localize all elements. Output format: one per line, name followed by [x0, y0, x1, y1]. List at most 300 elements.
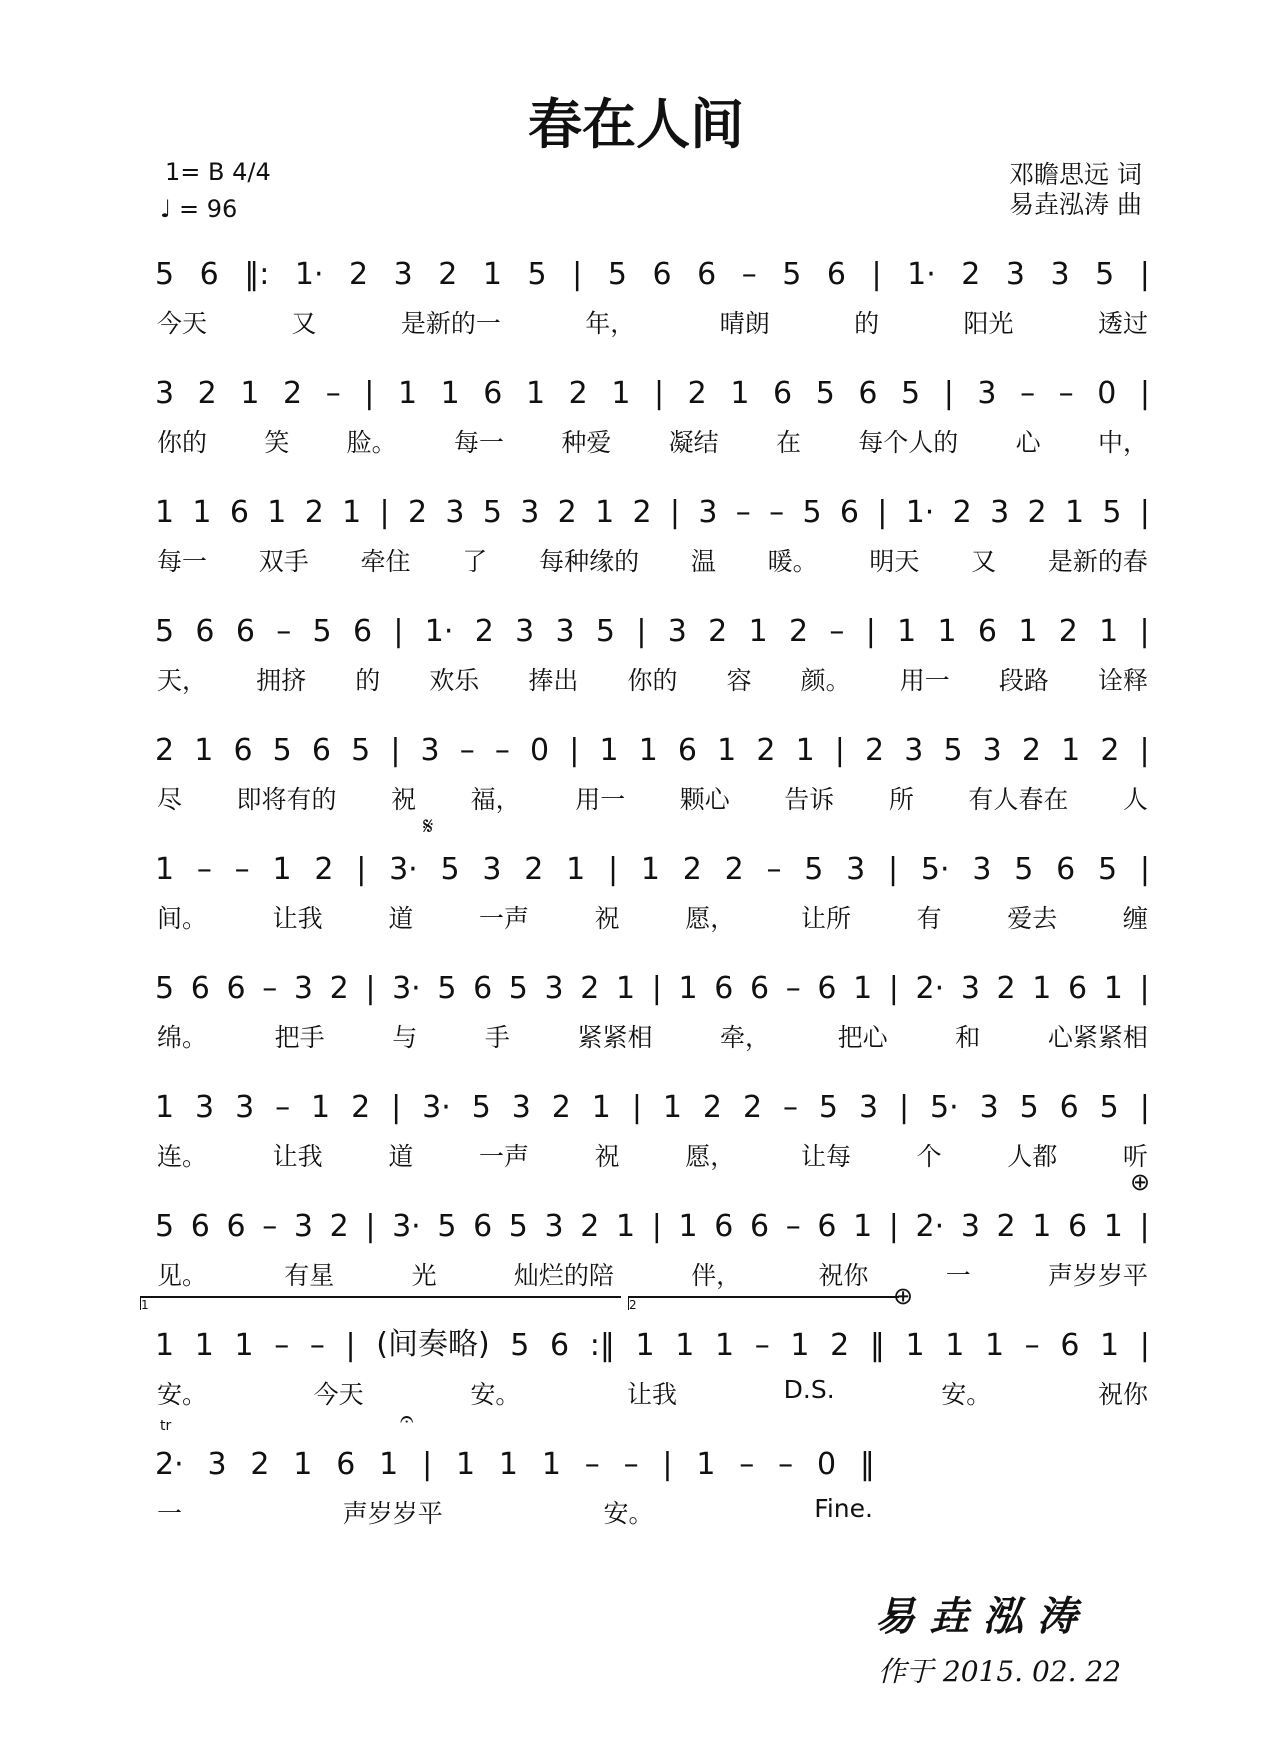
lyric-token: 牵，	[720, 1023, 771, 1052]
note-token: 5	[1102, 495, 1122, 530]
note-token: 1	[616, 1209, 636, 1244]
note-token: 6	[483, 376, 503, 411]
score-row	[155, 252, 1150, 340]
lyric-token: 人都	[1007, 1142, 1058, 1171]
note-token: 1	[717, 733, 737, 768]
lyric-token: 笑	[264, 428, 290, 457]
fermata-icon: 𝄐	[400, 1405, 414, 1433]
note-token: 6	[195, 614, 215, 649]
lyric-token: 有人春在	[968, 785, 1069, 814]
lyric-token: 欢乐	[429, 666, 480, 695]
lyric-token: 安。	[603, 1499, 654, 1528]
note-token: –	[276, 614, 292, 649]
note-token: 6	[473, 971, 493, 1006]
lyrics-line	[155, 899, 1150, 935]
lyric-token: 与	[392, 1023, 418, 1052]
note-token: 6	[858, 376, 878, 411]
composer: 易垚泓涛 曲	[1009, 190, 1142, 219]
note-token: 2·	[155, 1447, 184, 1482]
note-token: 6	[233, 733, 253, 768]
note-token: 1	[293, 1447, 313, 1482]
note-token: 2	[756, 733, 776, 768]
lyric-token: 有	[916, 904, 942, 933]
note-token: 3	[667, 614, 687, 649]
note-token: 3	[972, 852, 992, 887]
note-token: 6	[1056, 852, 1076, 887]
note-token: |	[888, 1209, 899, 1244]
note-token: 2	[551, 1090, 571, 1125]
note-token: 5	[351, 733, 371, 768]
lyric-token: 阳光	[963, 309, 1014, 338]
note-token: 6	[1060, 1328, 1080, 1363]
note-token: 1	[662, 1090, 682, 1125]
note-token: 6	[190, 1209, 210, 1244]
note-token: 1·	[424, 614, 454, 649]
note-token: 3·	[392, 971, 421, 1006]
note-token: 1	[1018, 614, 1038, 649]
note-token: |	[1139, 852, 1150, 887]
note-token: 6	[826, 257, 846, 292]
note-token: –	[274, 1328, 290, 1363]
lyric-token: 手	[484, 1023, 510, 1052]
note-token: |	[865, 614, 876, 649]
note-token: |	[888, 852, 899, 887]
note-token: 5	[1097, 852, 1118, 887]
lyric-token: 你的	[157, 428, 208, 457]
lyric-token: 听	[1122, 1142, 1148, 1171]
note-token: 6	[773, 376, 793, 411]
note-token: 5	[1099, 1090, 1119, 1125]
note-token: 5	[1019, 1090, 1039, 1125]
note-token: 6	[714, 1209, 734, 1244]
note-token: 1·	[905, 495, 935, 530]
lyric-token: 安。	[470, 1380, 521, 1409]
note-token: 3	[482, 852, 502, 887]
note-token: |	[422, 1447, 433, 1482]
note-token: 1	[599, 733, 619, 768]
note-token: 2	[996, 971, 1016, 1006]
note-token: 1	[155, 495, 175, 530]
note-token: 6	[226, 1209, 246, 1244]
lyric-token: 是新的春	[1047, 547, 1148, 576]
volta-2: 2	[628, 1296, 899, 1310]
note-token: 3	[698, 495, 718, 530]
note-token: –	[1058, 376, 1074, 411]
note-token: 3	[393, 257, 413, 292]
lyrics-line	[155, 423, 1150, 459]
note-token: 1	[498, 1447, 519, 1482]
note-token: 1	[525, 376, 546, 411]
notes-line	[155, 1085, 1150, 1125]
note-token: |	[1139, 1328, 1150, 1363]
note-token: 2	[250, 1447, 270, 1482]
notes-line	[155, 609, 1150, 649]
lyric-token: 每一	[157, 547, 208, 576]
note-token: 2·	[915, 1209, 945, 1244]
lyric-token: 安。	[157, 1380, 208, 1409]
note-token: 6	[352, 614, 373, 649]
note-token: 3	[1050, 257, 1070, 292]
note-token: |	[1139, 257, 1150, 292]
note-token: 6	[677, 733, 697, 768]
note-token: –	[785, 971, 801, 1006]
note-token: 3	[445, 495, 465, 530]
note-token: 2	[407, 495, 428, 530]
lyric-token: 在	[775, 428, 801, 457]
score-row	[155, 371, 1150, 459]
note-token: |	[898, 1090, 910, 1125]
note-token: 3	[858, 1090, 879, 1125]
note-token: 2	[351, 1090, 371, 1125]
note-token: |	[1139, 971, 1150, 1006]
note-token: 3	[555, 614, 575, 649]
note-token: 3	[977, 376, 997, 411]
lyric-token: 见。	[157, 1261, 208, 1290]
note-token: 2	[197, 376, 217, 411]
note-token: 6	[229, 495, 249, 530]
note-token: 2	[1100, 733, 1120, 768]
note-token: 2	[961, 257, 981, 292]
note-token: 1	[397, 376, 418, 411]
lyric-token: 脸。	[346, 428, 397, 457]
note-token: 1	[272, 852, 292, 887]
note-token: |	[607, 852, 619, 887]
note-token: 1	[678, 971, 698, 1006]
lyric-token: 间。	[157, 904, 208, 933]
note-token: 1	[155, 852, 175, 887]
note-token: 6	[550, 1328, 570, 1363]
lyric-token: 有星	[284, 1261, 335, 1290]
lyric-token: 让我	[272, 1142, 323, 1171]
note-token: 2	[724, 852, 744, 887]
note-token: 2	[304, 495, 324, 530]
lyric-token: 捧出	[528, 666, 579, 695]
note-token: 1	[566, 852, 586, 887]
note-token: 5	[440, 852, 460, 887]
note-token: 5	[155, 1209, 175, 1244]
note-token: 1	[1103, 971, 1123, 1006]
note-token: 2	[474, 614, 494, 649]
note-token: |	[669, 495, 681, 530]
notes-line	[155, 847, 1150, 887]
lyrics-line	[155, 1256, 1150, 1292]
score-row	[155, 609, 1150, 697]
note-token: 6	[749, 971, 770, 1006]
note-token: |	[572, 257, 583, 292]
lyric-token: 愿，	[685, 1142, 736, 1171]
lyric-token: 让我	[272, 904, 323, 933]
coda-icon: ⊕	[1130, 1168, 1151, 1196]
note-token: |	[834, 733, 845, 768]
note-token: |	[393, 614, 404, 649]
note-token: 3	[293, 1209, 313, 1244]
note-token: 3	[420, 733, 440, 768]
note-token: 3	[544, 971, 564, 1006]
lyric-token: 今天	[313, 1380, 364, 1409]
lyric-token: 了	[462, 547, 488, 576]
note-token: –	[1024, 1328, 1040, 1363]
score-row	[155, 728, 1150, 816]
note-token: 5	[437, 1209, 457, 1244]
note-token: 1	[1100, 1328, 1120, 1363]
note-token: 6	[977, 614, 998, 649]
note-token: |	[631, 1090, 642, 1125]
lyric-token: 每种缘的	[539, 547, 640, 576]
note-token: 1	[730, 376, 750, 411]
note-token: |	[888, 971, 899, 1006]
note-token: 5	[901, 376, 921, 411]
note-token: 5	[804, 852, 824, 887]
lyric-token: 牵住	[360, 547, 411, 576]
note-token: 1	[795, 733, 815, 768]
note-token: 1	[1103, 1209, 1123, 1244]
note-token: 1	[155, 1328, 175, 1363]
note-token: –	[829, 614, 845, 649]
lyric-token: 个	[916, 1142, 942, 1171]
note-token: 5	[527, 257, 547, 292]
lyric-token: 福，	[470, 785, 521, 814]
lyric-token: 告诉	[784, 785, 835, 814]
note-token: 2	[524, 852, 544, 887]
note-token: 1	[897, 614, 917, 649]
note-token: |	[1139, 1090, 1150, 1125]
note-token: 5	[437, 971, 457, 1006]
lyric-token: 声岁岁平	[342, 1499, 443, 1528]
note-token: 2	[568, 376, 588, 411]
note-token: 2	[996, 1209, 1016, 1244]
lyrics-line	[155, 661, 1150, 697]
notes-line	[155, 490, 1150, 530]
lyric-token: 连。	[157, 1142, 208, 1171]
lyric-token: Fine.	[814, 1494, 873, 1523]
notes-line	[155, 1204, 1150, 1244]
note-token: |	[636, 614, 647, 649]
lyric-token: 让我	[626, 1380, 677, 1409]
note-token: –	[234, 852, 250, 887]
note-token: 1	[591, 1090, 611, 1125]
lyric-token: 道	[388, 904, 414, 933]
note-token: 2·	[915, 971, 945, 1006]
note-token: 2	[708, 614, 728, 649]
note-token: 2	[788, 614, 809, 649]
note-token: 6	[652, 257, 672, 292]
note-token: 2	[580, 971, 600, 1006]
note-token: 2	[155, 733, 175, 768]
note-token: 6	[817, 971, 837, 1006]
lyric-token: 声岁岁平	[1047, 1261, 1148, 1290]
lyric-token: 祝	[391, 785, 417, 814]
note-token: 5	[510, 1328, 530, 1363]
note-token: 2	[1021, 733, 1041, 768]
note-token: –	[766, 852, 782, 887]
lyric-token: 绵。	[157, 1023, 208, 1052]
lyric-token: 明天	[869, 547, 920, 576]
note-token: 1·	[294, 257, 324, 292]
note-token: 6	[1059, 1090, 1079, 1125]
note-token: 3·	[392, 1209, 421, 1244]
note-token: 1	[640, 852, 660, 887]
lyric-token: 用一	[899, 666, 950, 695]
note-token: 5	[595, 614, 616, 649]
note-token: 5	[155, 971, 175, 1006]
notes-line	[155, 371, 1150, 411]
note-token: 5	[1095, 257, 1115, 292]
note-token: 2	[557, 495, 577, 530]
note-token: 5·	[920, 852, 950, 887]
lyrics-line	[155, 1018, 1150, 1054]
note-token: 3	[1005, 257, 1025, 292]
key-signature: 1= B 4/4	[165, 158, 271, 186]
lyric-token: 所	[888, 785, 914, 814]
note-token: 5	[155, 257, 175, 292]
lyric-token: 祝	[594, 904, 620, 933]
lyric-token: 一声	[478, 1142, 529, 1171]
lyric-token: 是新的一	[400, 309, 501, 338]
note-token: 1	[675, 1328, 695, 1363]
note-token: 1	[482, 257, 503, 292]
note-token: 5	[607, 257, 627, 292]
note-token: 5	[943, 733, 963, 768]
lyric-token: 祝你	[818, 1261, 869, 1290]
lyric-token: 和	[955, 1023, 981, 1052]
note-token: –	[735, 495, 751, 530]
lyric-token: 透过	[1097, 309, 1148, 338]
lyric-token: 你的	[627, 666, 678, 695]
note-token: 1	[194, 1328, 214, 1363]
note-token: 1	[440, 376, 460, 411]
note-token: –	[741, 257, 757, 292]
lyric-token: 年，	[585, 309, 636, 338]
note-token: 2	[687, 376, 707, 411]
note-token: –	[309, 1328, 325, 1363]
score-row	[155, 1085, 1150, 1173]
note-token: |	[365, 1209, 376, 1244]
note-token: |	[391, 1090, 402, 1125]
note-token: 6	[235, 614, 255, 649]
lyric-token: D.S.	[783, 1375, 835, 1404]
lyric-token: 中，	[1097, 428, 1148, 457]
note-token: |	[943, 376, 954, 411]
coda-icon-2: ⊕	[893, 1282, 914, 1310]
note-token: 1	[748, 614, 768, 649]
notes-line	[155, 728, 1150, 768]
note-token: 6	[749, 1209, 770, 1244]
note-token: 3	[207, 1447, 227, 1482]
lyric-token: 光	[411, 1261, 437, 1290]
note-token: 2	[830, 1328, 850, 1363]
lyrics-line	[155, 1494, 875, 1530]
note-token: 3	[293, 971, 313, 1006]
note-token: 3	[511, 1090, 531, 1125]
note-token: –	[325, 376, 341, 411]
note-token: –	[739, 1447, 755, 1482]
note-token: 5	[782, 257, 802, 292]
note-token: 2	[283, 376, 303, 411]
note-token: 5	[312, 614, 332, 649]
note-token: –	[782, 1090, 798, 1125]
lyric-token: 凝结	[668, 428, 719, 457]
note-token: 1	[541, 1447, 561, 1482]
note-token: 1	[678, 1209, 698, 1244]
note-token: 1	[234, 1328, 254, 1363]
note-token: 1	[194, 733, 214, 768]
credits	[1009, 160, 1142, 220]
note-token: –	[262, 1209, 278, 1244]
note-token: |	[1139, 733, 1150, 768]
note-token: 3	[982, 733, 1002, 768]
score-row	[155, 490, 1150, 578]
lyric-token: 暖。	[767, 547, 818, 576]
lyric-token: 又	[291, 309, 317, 338]
note-token: ‖	[869, 1328, 885, 1363]
lyric-token: 每个人的	[858, 428, 959, 457]
note-token: 1	[611, 376, 631, 411]
note-token: 6	[1068, 971, 1088, 1006]
note-token: 6	[1068, 1209, 1088, 1244]
lyric-token: 容	[726, 666, 752, 695]
note-token: 5	[818, 1090, 838, 1125]
note-token: 3	[235, 1090, 255, 1125]
lyrics-line	[155, 1137, 1150, 1173]
note-token: 5	[508, 971, 528, 1006]
note-token: 5	[1014, 852, 1034, 887]
lyric-token: 祝你	[1097, 1380, 1148, 1409]
lyric-token: 让所	[800, 904, 851, 933]
lyric-token: 的	[355, 666, 381, 695]
note-token: –	[584, 1447, 600, 1482]
note-token: 0	[816, 1447, 837, 1482]
note-token: |	[379, 495, 390, 530]
lyric-token: 人	[1122, 785, 1148, 814]
lyric-token: 心紧紧相	[1047, 1023, 1148, 1052]
note-token: 3	[520, 495, 540, 530]
note-token: (间奏略)	[376, 1327, 490, 1362]
lyric-token: 紧紧相	[577, 1023, 653, 1052]
note-token: –	[494, 733, 510, 768]
note-token: |	[1139, 614, 1150, 649]
note-token: 3·	[422, 1090, 451, 1125]
note-token: 6	[199, 257, 219, 292]
note-token: 1	[192, 495, 212, 530]
song-title: 春在人间	[528, 92, 744, 156]
note-token: |	[877, 495, 888, 530]
note-token: 5·	[930, 1090, 959, 1125]
note-token: 3	[195, 1090, 215, 1125]
note-token: 2	[349, 257, 369, 292]
note-token: |	[651, 971, 662, 1006]
note-token: 6	[697, 257, 717, 292]
note-token: 5	[471, 1090, 491, 1125]
trill-mark: tr	[160, 1418, 172, 1434]
note-token: 3	[846, 852, 866, 887]
note-token: –	[754, 1328, 770, 1363]
note-token: 2	[865, 733, 885, 768]
score-row	[155, 1323, 1150, 1411]
note-token: 1	[1032, 971, 1052, 1006]
note-token: –	[262, 971, 278, 1006]
note-token: 5	[815, 376, 835, 411]
note-token: |	[1139, 1209, 1150, 1244]
note-token: –	[769, 495, 785, 530]
note-token: 1	[1099, 614, 1119, 649]
lyric-token: 一	[157, 1499, 183, 1528]
lyric-token: 一声	[478, 904, 529, 933]
note-token: |	[1139, 376, 1150, 411]
note-token: 6	[336, 1447, 356, 1482]
lyric-token: 颜。	[800, 666, 851, 695]
note-token: 1	[379, 1447, 399, 1482]
note-token: 5	[155, 614, 175, 649]
